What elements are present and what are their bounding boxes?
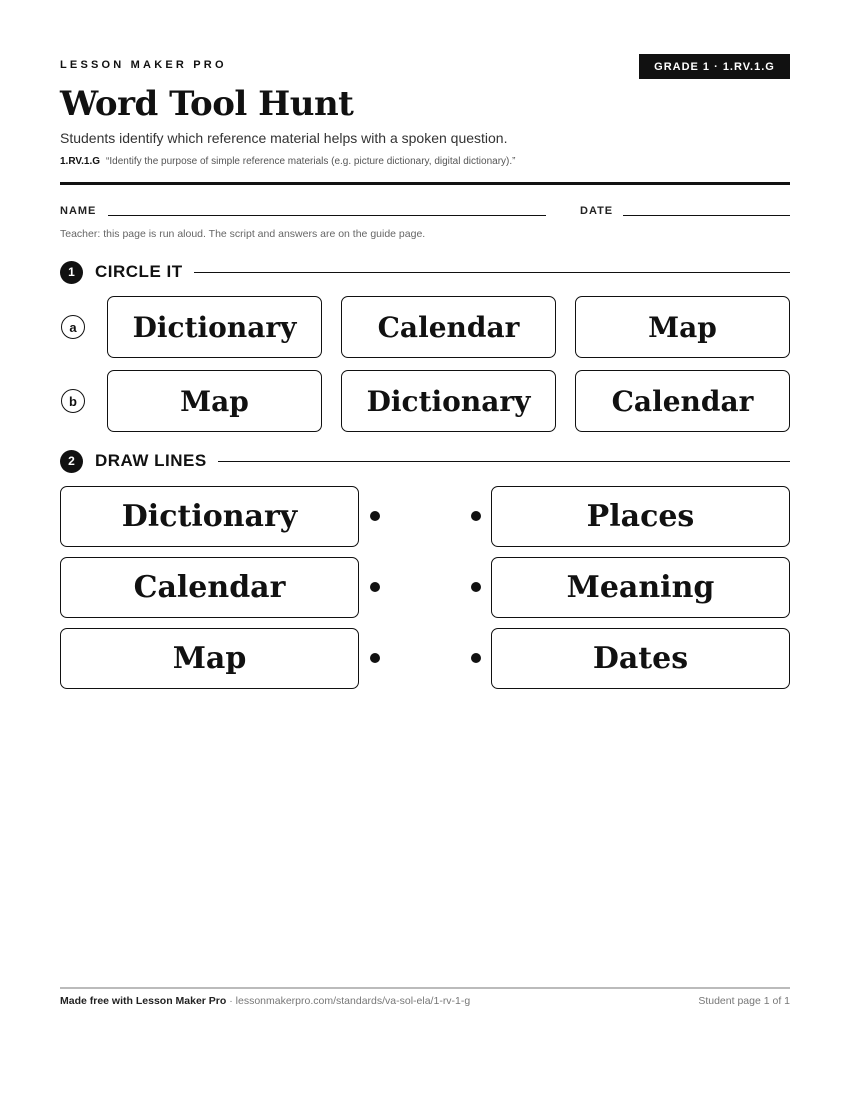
footer-url[interactable]: · lessonmakerpro.com/standards/va-sol-ela/1-rv-1-g [226,995,471,1007]
footer-page-label: Student page 1 of 1 [698,995,790,1007]
circle-option[interactable]: Dictionary [341,370,556,432]
section-title: DRAW LINES [95,451,207,470]
match-left-dot[interactable] [370,582,380,592]
date-line[interactable] [623,215,790,216]
match-right-item[interactable]: Places [491,486,790,547]
worksheet-subtitle: Students identify which reference material helps with a spoken question. [60,130,508,146]
date-label: DATE [580,205,614,217]
worksheet-title: Word Tool Hunt [60,84,354,124]
section-rule [218,461,790,462]
match-left-item[interactable]: Map [60,628,359,689]
circle-option[interactable]: Map [107,370,322,432]
match-left-dot[interactable] [370,511,380,521]
standard-text: “Identify the purpose of simple reference materials (e.g. picture dictionary, digital dictionary).” [106,156,516,167]
section-draw-lines-header [60,449,790,473]
teacher-note: Teacher: this page is run aloud. The script and answers are on the guide page. [60,228,426,240]
worksheet-page [60,0,790,1100]
circle-option[interactable]: Calendar [575,370,790,432]
header-divider [60,182,790,185]
section-number-badge: 2 [60,450,83,473]
row-letter-a: a [61,315,85,339]
row-letter-b: b [61,389,85,413]
section-circle-it-header [60,260,790,284]
section-title: CIRCLE IT [95,262,183,281]
circle-option[interactable]: Map [575,296,790,358]
match-left-item[interactable]: Calendar [60,557,359,618]
section-rule [194,272,790,273]
section-number-badge: 1 [60,261,83,284]
standard-line [60,156,515,167]
name-line[interactable] [108,215,546,216]
name-label: NAME [60,205,97,217]
circle-option[interactable]: Calendar [341,296,556,358]
match-right-item[interactable]: Dates [491,628,790,689]
match-right-dot[interactable] [471,511,481,521]
circle-option[interactable]: Dictionary [107,296,322,358]
footer-made-with: Made free with Lesson Maker Pro [60,995,227,1007]
match-right-item[interactable]: Meaning [491,557,790,618]
match-right-dot[interactable] [471,582,481,592]
standard-code: 1.RV.1.G [60,156,101,167]
match-left-dot[interactable] [370,653,380,663]
match-left-item[interactable]: Dictionary [60,486,359,547]
grade-badge: GRADE 1 · 1.RV.1.G [639,54,790,79]
brand-name: LESSON MAKER PRO [60,59,227,71]
footer-credit [60,995,470,1007]
match-right-dot[interactable] [471,653,481,663]
footer-divider [60,987,790,989]
